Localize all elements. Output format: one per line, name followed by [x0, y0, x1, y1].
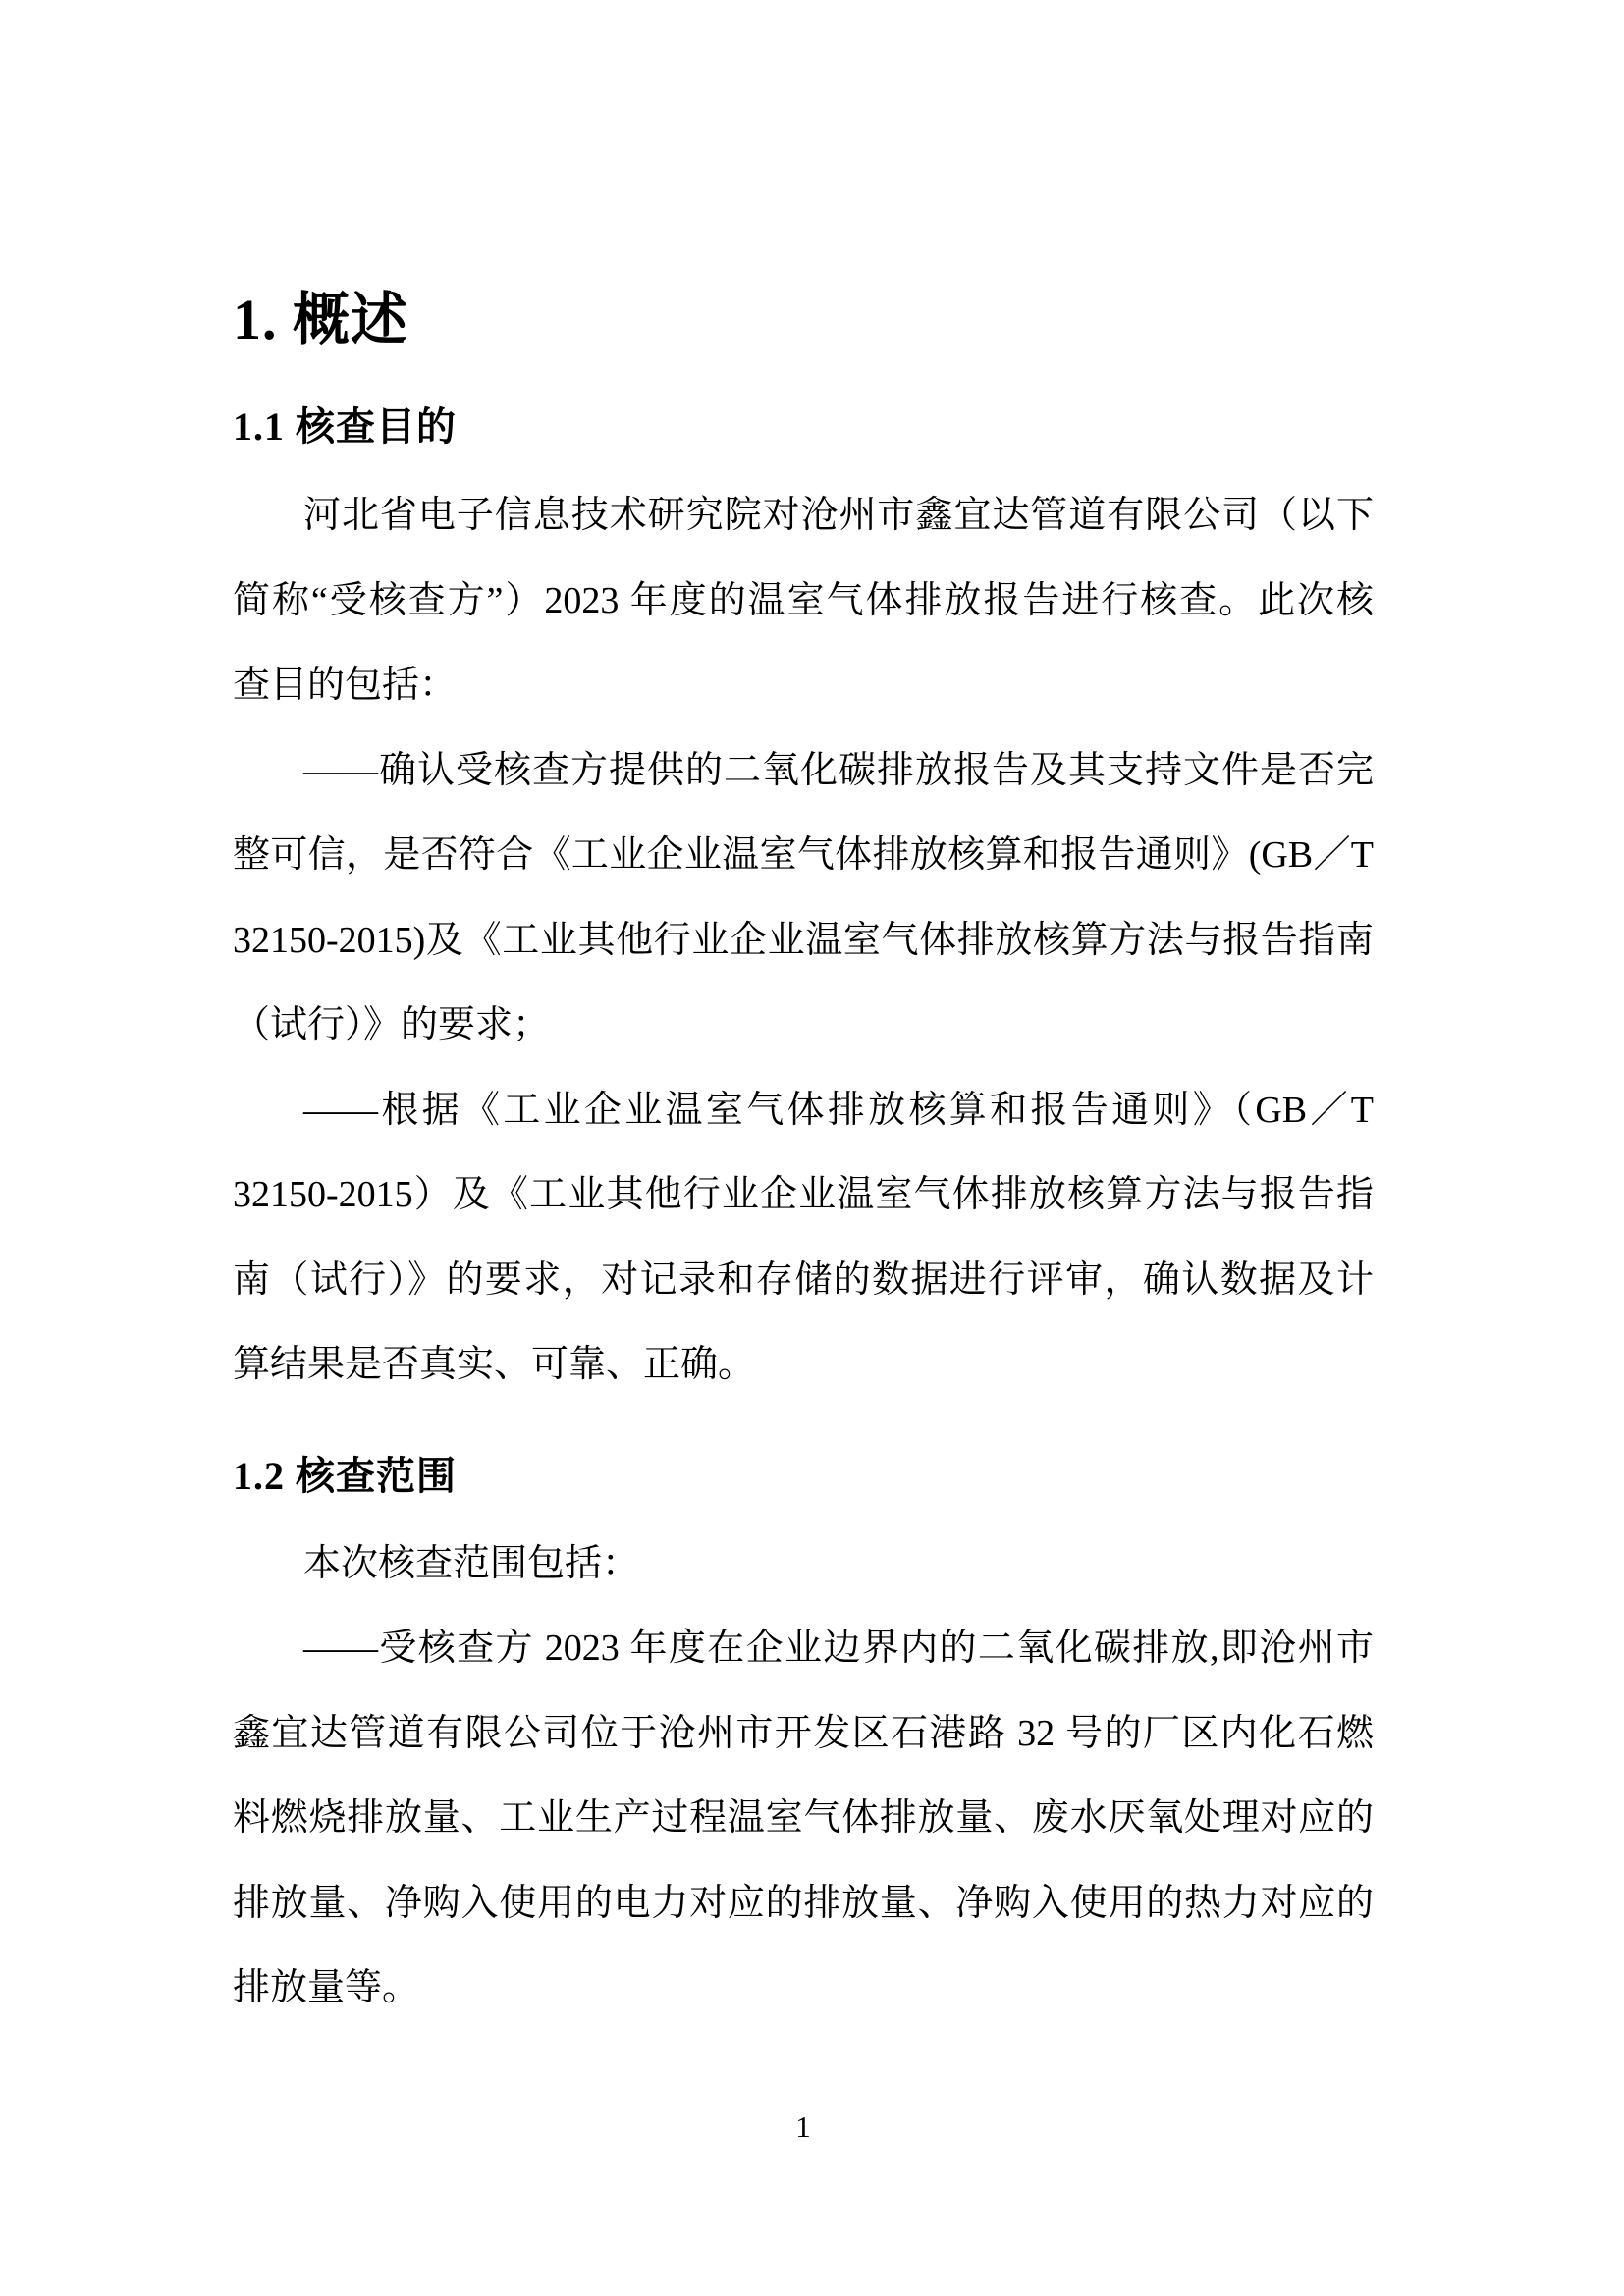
- paragraph: [233, 1068, 1374, 1408]
- paragraph-line: 整可信，是否符合《工业企业温室气体排放核算和报告通则》(GB／T: [233, 834, 1374, 876]
- document-content: [233, 0, 1374, 2147]
- paragraph: [233, 473, 1374, 728]
- paragraph: [233, 1522, 1374, 1607]
- paragraph-line: 32150-2015)及《工业其他行业企业温室气体排放核算方法与报告指南: [233, 919, 1374, 961]
- page-number: 1: [795, 2109, 811, 2144]
- paragraph-line: 排放量等。: [233, 1967, 420, 2008]
- paragraph-line: 料燃烧排放量、工业生产过程温室气体排放量、废水厌氧处理对应的: [233, 1797, 1374, 1839]
- paragraph-line: 32150-2015）及《工业其他行业企业温室气体排放核算方法与报告指: [233, 1174, 1374, 1215]
- paragraph-line: ——确认受核查方提供的二氧化碳排放报告及其支持文件是否完: [303, 749, 1374, 791]
- paragraph-line: 查目的包括：: [233, 665, 458, 706]
- paragraph-line: 本次核查范围包括：: [303, 1542, 640, 1584]
- heading-1-1: 1.1 核查目的: [233, 404, 457, 449]
- paragraph-line: 河北省电子信息技术研究院对沧州市鑫宜达管道有限公司（以下: [303, 495, 1374, 536]
- heading-1-2: 1.2 核查范围: [233, 1453, 457, 1498]
- section-1-1-body: [233, 473, 1374, 1408]
- section-1-2-body: [233, 1522, 1374, 2031]
- paragraph: [233, 1606, 1374, 2031]
- paragraph-line: （试行）》的要求；: [233, 1004, 551, 1045]
- paragraph-line: ——根据《工业企业温室气体排放核算和报告通则》（GB／T: [303, 1089, 1374, 1131]
- paragraph-line: 鑫宜达管道有限公司位于沧州市开发区石港路 32 号的厂区内化石燃: [233, 1712, 1374, 1754]
- paragraph-line: 排放量、净购入使用的电力对应的排放量、净购入使用的热力对应的: [233, 1882, 1374, 1924]
- paragraph-line: ——受核查方 2023 年度在企业边界内的二氧化碳排放,即沧州市: [303, 1628, 1374, 1669]
- paragraph-line: 算结果是否真实、可靠、正确。: [233, 1344, 756, 1385]
- paragraph-line: 南（试行）》的要求，对记录和存储的数据进行评审，确认数据及计: [233, 1258, 1374, 1301]
- paragraph-line: 简称“受核查方”）2023 年度的温室气体排放报告进行核查。此次核: [233, 579, 1374, 621]
- document-title: 1. 概述: [233, 288, 409, 351]
- paragraph: [233, 728, 1374, 1068]
